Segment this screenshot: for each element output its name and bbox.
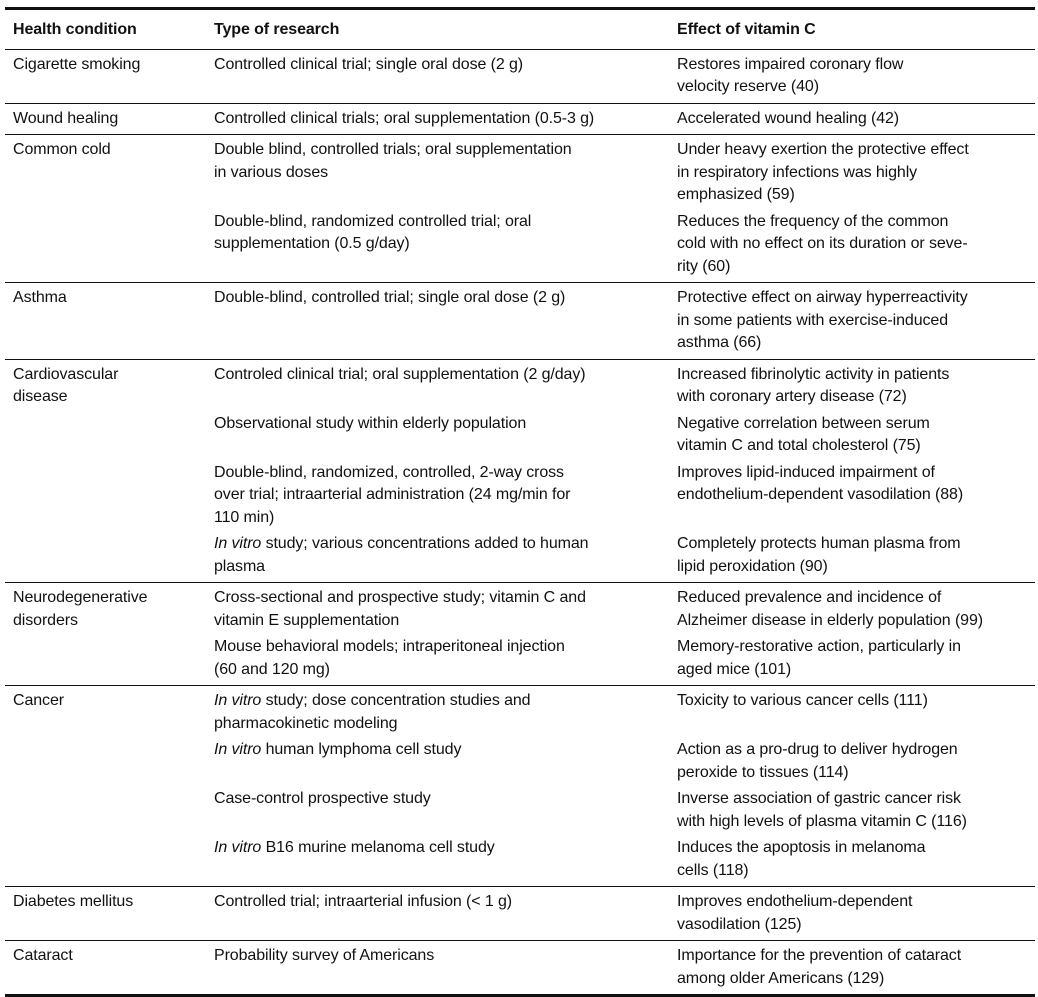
health-condition-cell — [5, 458, 206, 530]
research-text: study; dose concentration studies and pharmacokinetic modeling — [214, 692, 531, 732]
health-condition-cell: Cigarette smoking — [5, 49, 206, 103]
health-condition-cell: Wound healing — [5, 103, 206, 135]
research-text: Controlled clinical trial; single oral dose (2 g) — [214, 55, 524, 73]
health-condition-cell: Common cold — [13, 141, 111, 158]
vitamin-c-effect-cell: Restores impaired coronary flow velocity reserve (40) — [669, 49, 1035, 103]
table-row — [5, 887, 1035, 941]
table-row — [5, 686, 1035, 736]
in-vitro-italic: In vitro — [214, 741, 262, 758]
research-type-cell — [206, 207, 669, 283]
research-text: Double-blind, randomized, controlled, 2-way cross over trial; intraarterial administration (24 mg/min for 110 min) — [214, 463, 571, 526]
table-row — [5, 632, 1035, 686]
vitamin-c-effect-cell: Toxicity to various cancer cells (111) — [677, 692, 928, 709]
vitamin-c-effect-cell: Accelerated wound healing (42) — [669, 103, 1035, 135]
in-vitro-italic: In vitro — [214, 535, 262, 552]
table-row — [5, 409, 1035, 458]
research-type-cell — [206, 632, 669, 686]
table-row — [5, 103, 1035, 135]
vitamin-c-effects-table — [5, 7, 1035, 997]
table-row — [5, 458, 1035, 530]
vitamin-c-effect-cell: Under heavy exertion the protective effect in respiratory infections was highly emphasized (59) — [677, 141, 969, 203]
vitamin-c-effect-cell: Inverse association of gastric cancer risk with high levels of plasma vitamin C (116) — [677, 790, 967, 830]
health-condition-cell — [5, 632, 206, 686]
header-type-of-research: Type of research — [206, 9, 669, 50]
research-type-cell — [206, 409, 669, 458]
research-text: Double blind, controlled trials; oral supplementation in various doses — [214, 141, 572, 181]
health-condition-cell: Cancer — [13, 692, 64, 709]
header-health-condition: Health condition — [5, 9, 206, 50]
table-row — [5, 735, 1035, 784]
research-type-cell — [206, 583, 669, 633]
research-text: B16 murine melanoma cell study — [261, 839, 495, 856]
table-header — [5, 9, 1035, 50]
health-condition-cell — [5, 833, 206, 887]
research-text: human lymphoma cell study — [261, 741, 462, 758]
health-condition-cell — [5, 409, 206, 458]
research-text: Probability survey of Americans — [214, 947, 435, 964]
research-type-cell — [206, 887, 669, 941]
health-condition-cell: Asthma — [5, 283, 206, 360]
health-condition-cell: Neurodegenerative disorders — [13, 589, 148, 629]
vitamin-c-effect-cell: Action as a pro-drug to deliver hydrogen peroxide to tissues (114) — [677, 741, 958, 781]
research-text: Double-blind, randomized controlled trial; oral supplementation (0.5 g/day) — [214, 212, 532, 252]
research-text: Mouse behavioral models; intraperitoneal injection (60 and 120 mg) — [214, 638, 565, 678]
table-row — [5, 135, 1035, 207]
in-vitro-italic: In vitro — [214, 839, 262, 856]
health-condition-cell — [5, 784, 206, 833]
header-effect-of-vitamin-c: Effect of vitamin C — [669, 9, 1035, 50]
research-text: Double-blind, controlled trial; single oral dose (2 g) — [214, 289, 566, 306]
vitamin-c-effect-cell: Negative correlation between serum vitamin C and total cholesterol (75) — [677, 414, 930, 454]
research-type-cell — [206, 941, 669, 996]
health-condition-cell — [5, 207, 206, 283]
research-text: Observational study within elderly population — [214, 414, 527, 432]
vitamin-c-effect-cell: Protective effect on airway hyperreactivity in some patients with exercise-induced asthma (66) — [669, 283, 1035, 360]
health-condition-cell: Diabetes mellitus — [5, 887, 206, 941]
table-row — [5, 207, 1035, 283]
research-type-cell — [206, 784, 669, 833]
header-row — [5, 9, 1035, 50]
health-condition-cell: Cataract — [5, 941, 206, 996]
in-vitro-italic: In vitro — [214, 692, 262, 709]
table-row — [5, 529, 1035, 583]
vitamin-c-effect-cell: Memory-restorative action, particularly in aged mice (101) — [669, 632, 1035, 686]
table-row — [5, 359, 1035, 409]
research-text: Controlled clinical trials; oral supplementation (0.5-3 g) — [214, 109, 595, 127]
table-row — [5, 283, 1035, 360]
research-text: study; various concentrations added to human plasma — [214, 535, 589, 575]
research-type-cell — [206, 686, 669, 736]
research-type-cell — [206, 833, 669, 887]
research-text: Case-control prospective study — [214, 790, 431, 807]
health-condition-cell — [5, 735, 206, 784]
vitamin-c-effect-cell: Improves lipid-induced impairment of endothelium-dependent vasodilation (88) — [677, 463, 964, 503]
vitamin-c-effect-cell: Reduced prevalence and incidence of Alzheimer disease in elderly population (99) — [677, 589, 983, 629]
health-condition-cell: Cardiovascular disease — [13, 365, 119, 405]
research-text: Cross-sectional and prospective study; vitamin C and vitamin E supplementation — [214, 589, 586, 629]
vitamin-c-effect-cell: Importance for the prevention of cataract among older Americans (129) — [669, 941, 1035, 996]
research-type-cell — [206, 529, 669, 583]
research-type-cell — [206, 283, 669, 360]
vitamin-c-effect-cell: Induces the apoptosis in melanoma cells (118) — [669, 833, 1035, 887]
table-row — [5, 941, 1035, 996]
health-condition-cell — [5, 529, 206, 583]
research-type-cell — [206, 103, 669, 135]
vitamin-c-effect-cell: Increased fibrinolytic activity in patients with coronary artery disease (72) — [677, 365, 950, 405]
table-row — [5, 784, 1035, 833]
research-type-cell — [206, 735, 669, 784]
table-row — [5, 583, 1035, 633]
research-text: Controled clinical trial; oral supplementation (2 g/day) — [214, 365, 586, 383]
research-type-cell — [206, 458, 669, 530]
research-type-cell — [206, 135, 669, 207]
table-body — [5, 49, 1035, 996]
research-text: Controlled trial; intraarterial infusion (< 1 g) — [214, 893, 513, 910]
table-row — [5, 49, 1035, 103]
vitamin-c-effect-cell: Improves endothelium-dependent vasodilation (125) — [669, 887, 1035, 941]
research-type-cell — [206, 49, 669, 103]
research-type-cell — [206, 359, 669, 409]
vitamin-c-effect-cell: Completely protects human plasma from lipid peroxidation (90) — [669, 529, 1035, 583]
vitamin-c-effect-cell: Reduces the frequency of the common cold with no effect on its duration or seve- rity (60) — [669, 207, 1035, 283]
table-row — [5, 833, 1035, 887]
